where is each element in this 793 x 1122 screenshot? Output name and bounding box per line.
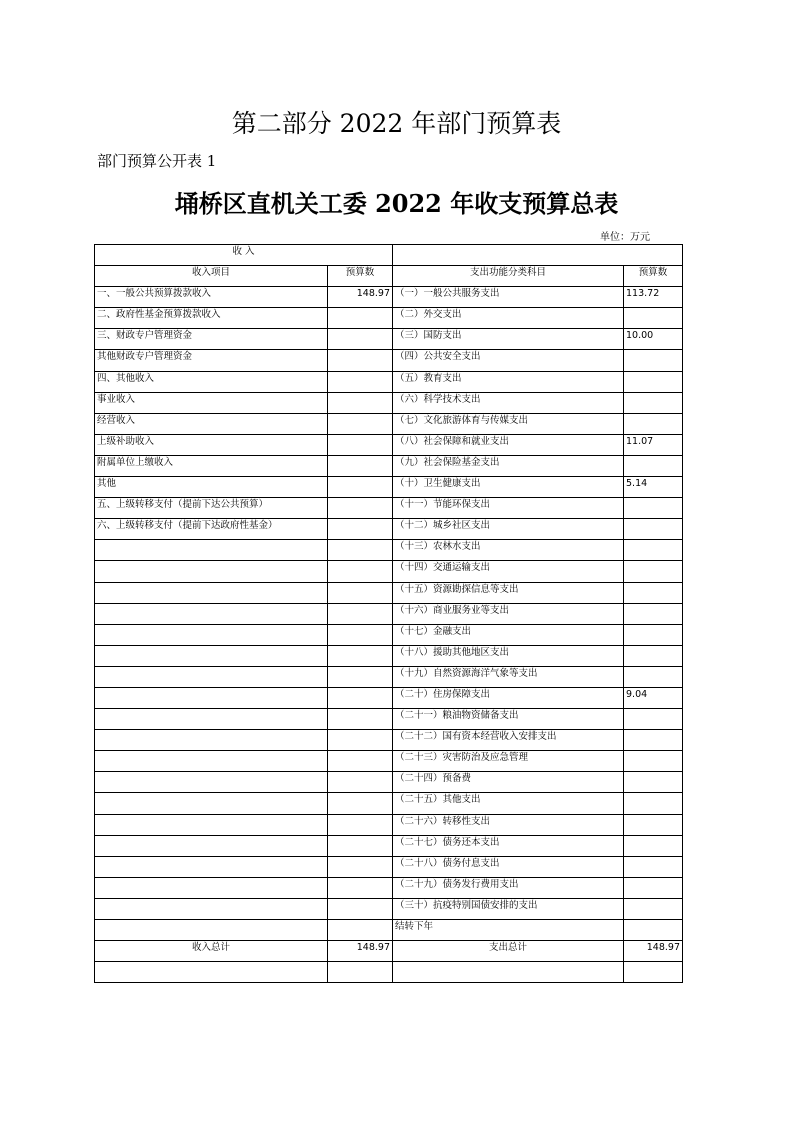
income-item-cell bbox=[95, 603, 328, 624]
expense-item-cell: （十六）商业服务业等支出 bbox=[393, 603, 624, 624]
column-header: 预算数 bbox=[624, 266, 683, 287]
expense-amount-cell: 11.07 bbox=[624, 434, 683, 455]
income-item-cell bbox=[95, 730, 328, 751]
income-item-cell bbox=[95, 856, 328, 877]
table-row bbox=[95, 835, 683, 856]
expense-item-cell: （一）一般公共服务支出 bbox=[393, 287, 624, 308]
income-amount-cell bbox=[328, 709, 393, 730]
income-item-cell: 三、财政专户管理资金 bbox=[95, 329, 328, 350]
income-amount-cell bbox=[328, 434, 393, 455]
expense-amount-cell bbox=[624, 814, 683, 835]
income-item-cell bbox=[95, 540, 328, 561]
income-amount-cell bbox=[328, 308, 393, 329]
table-row bbox=[95, 540, 683, 561]
income-total-label: 收入总计 bbox=[95, 941, 328, 962]
income-item-cell bbox=[95, 814, 328, 835]
column-header: 预算数 bbox=[328, 266, 393, 287]
expense-amount-cell bbox=[624, 751, 683, 772]
income-item-cell bbox=[95, 624, 328, 645]
expense-amount-cell bbox=[624, 561, 683, 582]
expense-amount-cell bbox=[624, 793, 683, 814]
table-row bbox=[95, 687, 683, 708]
table-row bbox=[95, 645, 683, 666]
income-amount-cell bbox=[328, 898, 393, 919]
income-amount-cell bbox=[328, 329, 393, 350]
income-item-cell bbox=[95, 920, 328, 941]
income-item-cell bbox=[95, 793, 328, 814]
income-item-cell: 二、政府性基金预算拨款收入 bbox=[95, 308, 328, 329]
income-amount-cell bbox=[328, 814, 393, 835]
expense-item-cell: 结转下年 bbox=[393, 920, 624, 941]
table-number: 部门预算公开表 1 bbox=[97, 152, 217, 170]
unit-label: 单位：万元 bbox=[600, 232, 650, 243]
income-item-cell: 事业收入 bbox=[95, 392, 328, 413]
part-title: 第二部分 2022 年部门预算表 bbox=[231, 109, 562, 138]
table-row bbox=[95, 287, 683, 308]
income-amount-cell: 148.97 bbox=[328, 287, 393, 308]
income-amount-cell bbox=[328, 392, 393, 413]
income-item-cell: 上级补助收入 bbox=[95, 434, 328, 455]
table-row bbox=[95, 519, 683, 540]
income-amount-cell bbox=[328, 371, 393, 392]
expense-item-cell: （四）公共安全支出 bbox=[393, 350, 624, 371]
income-item-cell: 四、其他收入 bbox=[95, 371, 328, 392]
expense-amount-cell bbox=[624, 603, 683, 624]
blank-row bbox=[95, 962, 683, 983]
income-item-cell bbox=[95, 751, 328, 772]
expense-item-cell: （十八）援助其他地区支出 bbox=[393, 645, 624, 666]
expense-item-cell: （十九）自然资源海洋气象等支出 bbox=[393, 666, 624, 687]
table-row bbox=[95, 856, 683, 877]
table-row bbox=[95, 624, 683, 645]
expense-amount-cell: 10.00 bbox=[624, 329, 683, 350]
table-row bbox=[95, 814, 683, 835]
expense-item-cell: （十五）资源勘探信息等支出 bbox=[393, 582, 624, 603]
income-total-amount: 148.97 bbox=[328, 941, 393, 962]
table-row bbox=[95, 666, 683, 687]
income-amount-cell bbox=[328, 477, 393, 498]
table-row bbox=[95, 308, 683, 329]
table-row bbox=[95, 498, 683, 519]
expense-amount-cell bbox=[624, 413, 683, 434]
table-row bbox=[95, 709, 683, 730]
table-row bbox=[95, 772, 683, 793]
income-item-cell bbox=[95, 772, 328, 793]
expense-item-cell: （二十）住房保障支出 bbox=[393, 687, 624, 708]
income-item-cell: 五、上级转移支付（提前下达公共预算） bbox=[95, 498, 328, 519]
column-header: 收入项目 bbox=[95, 266, 328, 287]
income-amount-cell bbox=[328, 730, 393, 751]
income-item-cell: 附属单位上缴收入 bbox=[95, 455, 328, 476]
expense-amount-cell bbox=[624, 392, 683, 413]
income-amount-cell bbox=[328, 877, 393, 898]
expense-item-cell: （二十九）债务发行费用支出 bbox=[393, 877, 624, 898]
table-row bbox=[95, 561, 683, 582]
expense-amount-cell bbox=[624, 709, 683, 730]
totals-row bbox=[95, 941, 683, 962]
income-amount-cell bbox=[328, 582, 393, 603]
table-row bbox=[95, 603, 683, 624]
expense-amount-cell bbox=[624, 645, 683, 666]
income-item-cell: 其他 bbox=[95, 477, 328, 498]
income-item-cell bbox=[95, 835, 328, 856]
expense-item-cell: （三十）抗疫特别国债安排的支出 bbox=[393, 898, 624, 919]
main-title: 埇桥区直机关工委 2022 年收支预算总表 bbox=[174, 189, 619, 218]
table-row bbox=[95, 877, 683, 898]
expense-amount-cell bbox=[624, 730, 683, 751]
income-amount-cell bbox=[328, 645, 393, 666]
expense-item-cell: （十四）交通运输支出 bbox=[393, 561, 624, 582]
expense-item-cell: （五）教育支出 bbox=[393, 371, 624, 392]
expense-item-cell: （二十三）灾害防治及应急管理 bbox=[393, 751, 624, 772]
table-row bbox=[95, 329, 683, 350]
column-header-row bbox=[95, 266, 683, 287]
table-row bbox=[95, 793, 683, 814]
table-row bbox=[95, 751, 683, 772]
expense-item-cell: （十二）城乡社区支出 bbox=[393, 519, 624, 540]
income-amount-cell bbox=[328, 413, 393, 434]
table-row bbox=[95, 477, 683, 498]
expense-item-cell: （二十七）债务还本支出 bbox=[393, 835, 624, 856]
expense-item-cell: （二十六）转移性支出 bbox=[393, 814, 624, 835]
income-item-cell bbox=[95, 582, 328, 603]
table-row bbox=[95, 371, 683, 392]
expense-amount-cell bbox=[624, 540, 683, 561]
expense-item-cell: （二十五）其他支出 bbox=[393, 793, 624, 814]
expense-item-cell: （七）文化旅游体育与传媒支出 bbox=[393, 413, 624, 434]
income-item-cell bbox=[95, 709, 328, 730]
expense-amount-cell: 113.72 bbox=[624, 287, 683, 308]
table-row bbox=[95, 898, 683, 919]
expense-item-cell: （二十一）粮油物资储备支出 bbox=[393, 709, 624, 730]
table-row bbox=[95, 413, 683, 434]
expense-item-cell: （十）卫生健康支出 bbox=[393, 477, 624, 498]
income-item-cell bbox=[95, 687, 328, 708]
expense-total-label: 支出总计 bbox=[393, 941, 624, 962]
income-amount-cell bbox=[328, 561, 393, 582]
income-item-cell bbox=[95, 877, 328, 898]
expense-amount-cell bbox=[624, 877, 683, 898]
expense-amount-cell bbox=[624, 856, 683, 877]
expense-amount-cell bbox=[624, 835, 683, 856]
income-item-cell: 六、上级转移支付（提前下达政府性基金） bbox=[95, 519, 328, 540]
expense-amount-cell: 5.14 bbox=[624, 477, 683, 498]
income-amount-cell bbox=[328, 624, 393, 645]
income-item-cell bbox=[95, 666, 328, 687]
expense-amount-cell bbox=[624, 455, 683, 476]
expense-item-cell: （十一）节能环保支出 bbox=[393, 498, 624, 519]
expense-item-cell: （二十四）预备费 bbox=[393, 772, 624, 793]
income-amount-cell bbox=[328, 519, 393, 540]
expense-amount-cell bbox=[624, 920, 683, 941]
expense-amount-cell bbox=[624, 772, 683, 793]
expense-item-cell: （九）社会保险基金支出 bbox=[393, 455, 624, 476]
income-item-cell: 其他财政专户管理资金 bbox=[95, 350, 328, 371]
expense-amount-cell bbox=[624, 624, 683, 645]
income-item-cell bbox=[95, 645, 328, 666]
expense-amount-cell bbox=[624, 898, 683, 919]
expense-amount-cell bbox=[624, 498, 683, 519]
income-amount-cell bbox=[328, 666, 393, 687]
expense-item-cell: （六）科学技术支出 bbox=[393, 392, 624, 413]
table-row bbox=[95, 920, 683, 941]
expense-amount-cell bbox=[624, 350, 683, 371]
table-row bbox=[95, 455, 683, 476]
income-item-cell bbox=[95, 898, 328, 919]
income-item-cell: 一、一般公共预算拨款收入 bbox=[95, 287, 328, 308]
expense-item-cell: （二十八）债务付息支出 bbox=[393, 856, 624, 877]
table-row bbox=[95, 434, 683, 455]
column-header: 支出功能分类科目 bbox=[393, 266, 624, 287]
income-amount-cell bbox=[328, 772, 393, 793]
expense-item-cell: （十七）金融支出 bbox=[393, 624, 624, 645]
empty-cell bbox=[624, 962, 683, 983]
income-amount-cell bbox=[328, 835, 393, 856]
expense-item-cell: （二）外交支出 bbox=[393, 308, 624, 329]
group-header-row bbox=[95, 245, 683, 266]
empty-cell bbox=[328, 962, 393, 983]
expense-item-cell: （二十二）国有资本经营收入安排支出 bbox=[393, 730, 624, 751]
empty-cell bbox=[393, 962, 624, 983]
income-amount-cell bbox=[328, 498, 393, 519]
empty-cell bbox=[95, 962, 328, 983]
income-amount-cell bbox=[328, 687, 393, 708]
expense-total-amount: 148.97 bbox=[624, 941, 683, 962]
income-amount-cell bbox=[328, 350, 393, 371]
expense-item-cell: （十三）农林水支出 bbox=[393, 540, 624, 561]
income-amount-cell bbox=[328, 793, 393, 814]
expense-item-cell: （八）社会保障和就业支出 bbox=[393, 434, 624, 455]
expense-amount-cell bbox=[624, 308, 683, 329]
expense-amount-cell bbox=[624, 666, 683, 687]
expense-item-cell: （三）国防支出 bbox=[393, 329, 624, 350]
expense-amount-cell bbox=[624, 519, 683, 540]
table-row bbox=[95, 730, 683, 751]
income-amount-cell bbox=[328, 751, 393, 772]
expense-amount-cell bbox=[624, 582, 683, 603]
expense-group-header bbox=[393, 245, 683, 266]
expense-amount-cell: 9.04 bbox=[624, 687, 683, 708]
table-row bbox=[95, 350, 683, 371]
table-row bbox=[95, 392, 683, 413]
income-amount-cell bbox=[328, 540, 393, 561]
expense-amount-cell bbox=[624, 371, 683, 392]
income-group-header: 收 入 bbox=[95, 245, 393, 266]
income-item-cell: 经营收入 bbox=[95, 413, 328, 434]
income-item-cell bbox=[95, 561, 328, 582]
income-amount-cell bbox=[328, 856, 393, 877]
budget-table bbox=[94, 244, 683, 983]
table-row bbox=[95, 582, 683, 603]
income-amount-cell bbox=[328, 603, 393, 624]
income-amount-cell bbox=[328, 920, 393, 941]
income-amount-cell bbox=[328, 455, 393, 476]
